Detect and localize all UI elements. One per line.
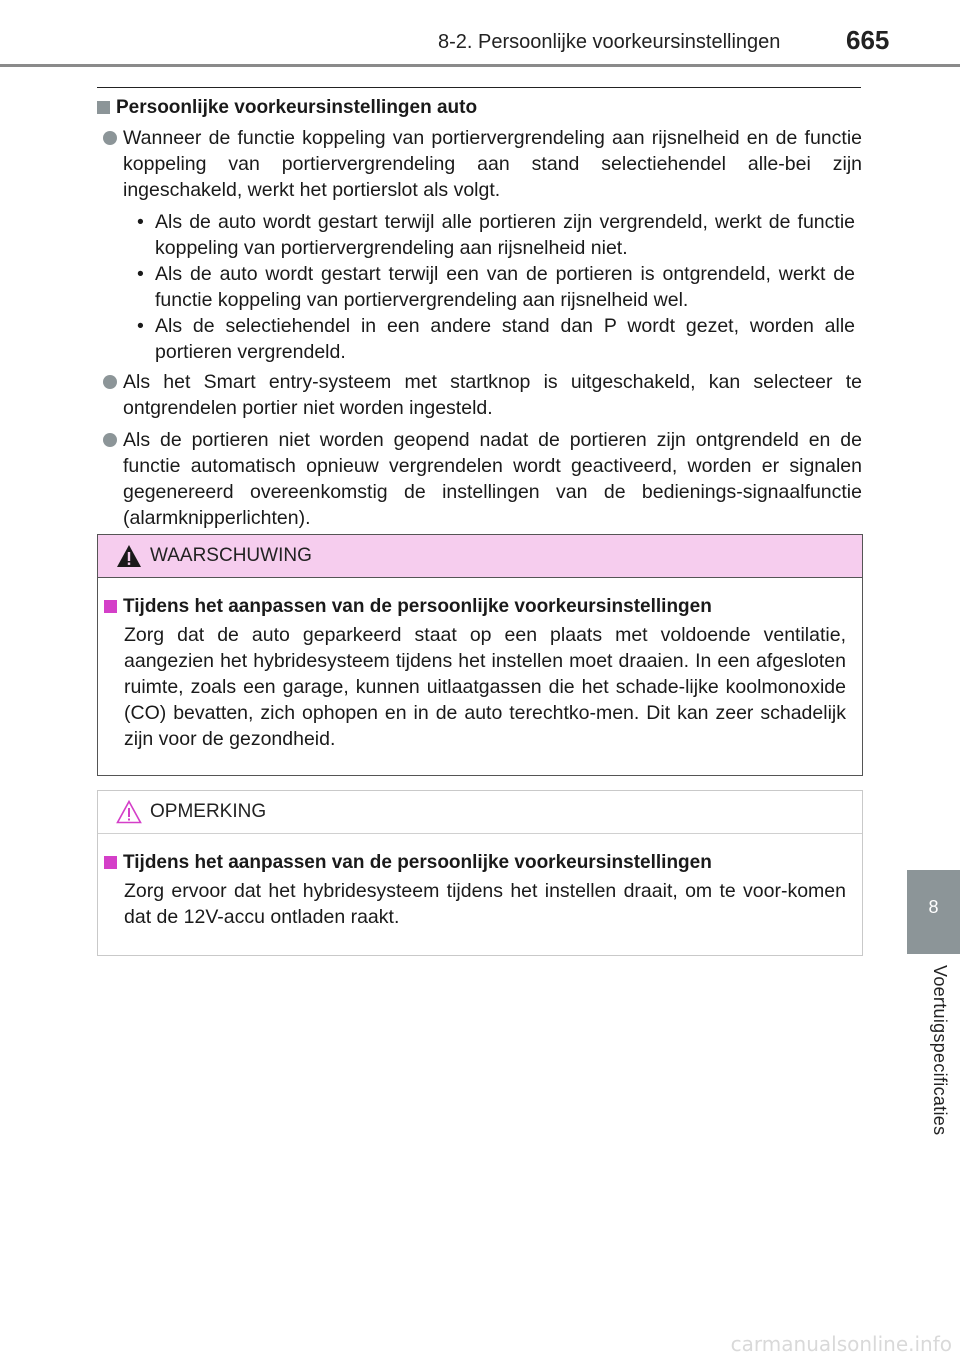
notice-heading — [104, 850, 846, 876]
bullet-dot-icon — [103, 131, 117, 145]
notice-title: OPMERKING — [150, 801, 267, 822]
page-title: 8-2. Persoonlijke voorkeursinstellingen — [438, 31, 781, 53]
caution-triangle-icon — [116, 800, 142, 824]
chapter-tab[interactable]: 8 — [907, 870, 960, 954]
page-number: 665 — [846, 25, 890, 55]
heading-square-icon — [104, 856, 117, 869]
paragraph-2 — [97, 369, 862, 421]
list-item-text: Als de auto wordt gestart terwijl alle portieren zijn vergrendeld, werkt de functie koppeling van portiervergrendeling aan rijsnelheid niet. — [155, 211, 855, 259]
bullet-dot-icon — [103, 375, 117, 389]
paragraph-1-text: Wanneer de functie koppeling van portiervergrendeling aan rijsnelheid en de functie koppeling van portiervergrendeling aan stand selectiehendel alle-bei zijn ingeschakeld, werkt het portierslot als volgt. — [123, 127, 862, 201]
paragraph-3 — [97, 427, 862, 531]
bullet-list — [97, 209, 855, 365]
warning-box — [97, 534, 863, 776]
paragraph-1 — [97, 125, 862, 203]
list-item: • Als de auto wordt gestart terwijl een van de portieren is ontgrendeld, werkt de functie koppeling van portiervergrendeling aan rijsnelheid wel. — [137, 263, 855, 311]
notice-header — [98, 791, 862, 834]
watermark: carmanualsonline.info — [730, 1332, 952, 1356]
list-item: • Als de selectiehendel in een andere stand dan P wordt gezet, worden alle portieren vergrendeld. — [137, 315, 855, 363]
heading-square-icon — [97, 101, 110, 114]
section-heading-text: Persoonlijke voorkeursinstellingen auto — [116, 97, 478, 118]
notice-heading-text: Tijdens het aanpassen van de persoonlijke voorkeursinstellingen — [123, 852, 712, 873]
paragraph-2-text: Als het Smart entry-systeem met startknop is uitgeschakeld, kan selecteer te ontgrendelen portier niet worden ingesteld. — [123, 371, 862, 419]
warning-heading — [104, 594, 846, 620]
heading-square-icon — [104, 600, 117, 613]
header-divider — [0, 64, 960, 67]
warning-heading-text: Tijdens het aanpassen van de persoonlijke voorkeursinstellingen — [123, 596, 712, 617]
list-item-text: Als de selectiehendel in een andere stand dan P wordt gezet, worden alle portieren vergrendeld. — [155, 315, 855, 363]
paragraph-3-text: Als de portieren niet worden geopend nadat de portieren zijn ontgrendeld en de functie automatisch opnieuw vergrendelen wordt geactiveerd, worden er signalen gegenereerd overeenkomstig de instellingen van de bedienings-signaalfunctie (alarmknipperlichten). — [123, 429, 862, 529]
warning-title: WAARSCHUWING — [150, 545, 312, 566]
list-item: • Als de auto wordt gestart terwijl alle portieren zijn vergrendeld, werkt de functie koppeling van portiervergrendeling aan rijsnelheid niet. — [137, 211, 855, 259]
chapter-label: Voertuigspecificaties — [930, 965, 950, 1136]
notice-box — [97, 790, 863, 956]
warning-header — [98, 535, 862, 578]
section-heading — [97, 95, 862, 121]
section-divider — [97, 87, 861, 88]
main-content — [97, 95, 862, 537]
notice-text: Zorg ervoor dat het hybridesysteem tijdens het instellen draait, om te voor-komen dat de 12V-accu ontladen raakt. — [124, 880, 846, 928]
warning-triangle-icon — [116, 544, 142, 568]
list-item-text: Als de auto wordt gestart terwijl een van de portieren is ontgrendeld, werkt de functie koppeling van portiervergrendeling aan rijsnelheid wel. — [155, 263, 855, 311]
bullet-dot-icon — [103, 433, 117, 447]
warning-text: Zorg dat de auto geparkeerd staat op een plaats met voldoende ventilatie, aangezien het hybridesysteem tijdens het instellen moet draaien. In een afgesloten ruimte, zoals een garage, kunnen uitlaatgassen die het schade-lijke koolmonoxide (CO) bevatten, zich ophopen en in de auto terechtko-men. Dit kan zeer schadelijk zijn voor de gezondheid. — [124, 624, 846, 750]
